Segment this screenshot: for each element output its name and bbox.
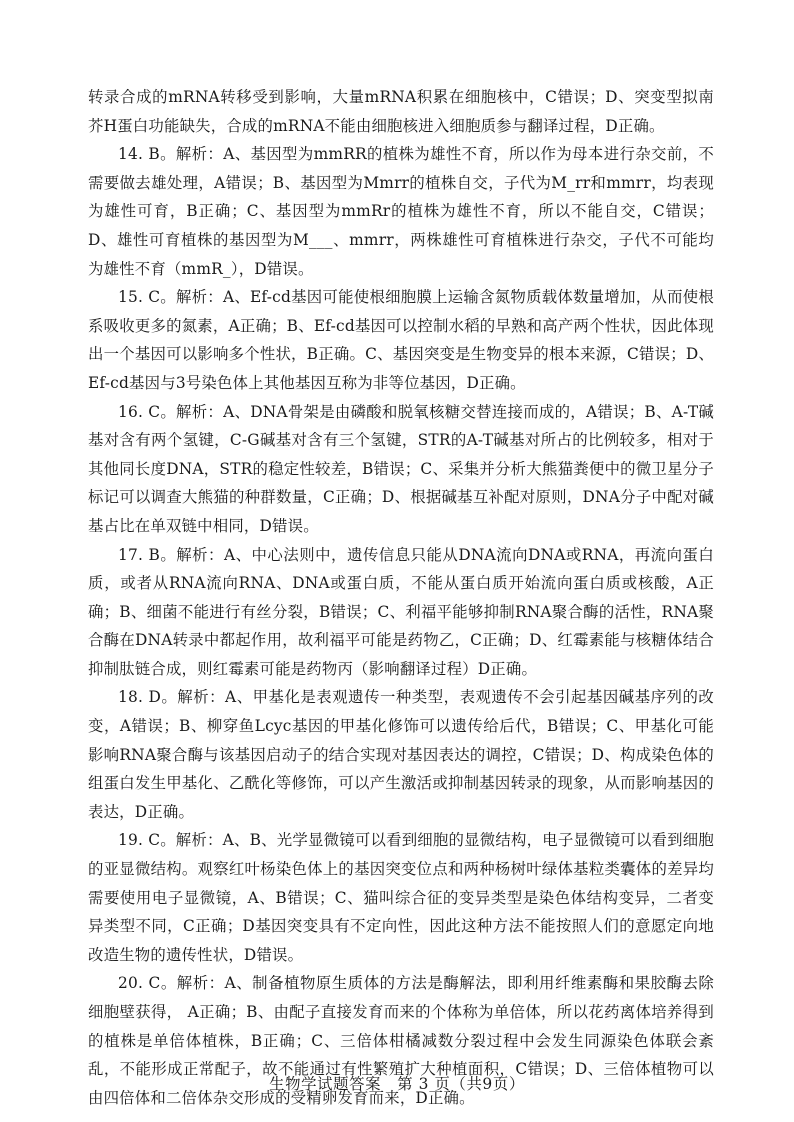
answer-paragraph-20: 20. C。解析：A、制备植物原生质体的方法是酶解法，即利用纤维素酶和果胶酶去除细胞壁获得， A正确；B、由配子直接发育而来的个体称为单倍体，所以花药离体培养得到的植株是单倍体植株，B正确；C、三倍体柑橘减数分裂过程中会发生同源染色体联会紊乱，不能形成正常配子，故不能通过有性繁殖扩大种植面积，C错误；D、三倍体植物可以由四倍体和二倍体杂交形成的受精卵发育而来，D正确。 xyxy=(88,974,714,1107)
answer-paragraph-13-cont: 转录合成的mRNA转移受到影响，大量mRNA积累在细胞核中，C错误；D、突变型拟南芥H蛋白功能缺失，合成的mRNA不能由细胞核进入细胞质参与翻译过程，D正确。 xyxy=(88,88,714,135)
answer-paragraph-16: 16. C。解析：A、DNA骨架是由磷酸和脱氧核糖交替连接而成的，A错误；B、A-T碱基对含有两个氢键，C-G碱基对含有三个氢键，STR的A-T碱基对所占的比例较多，相对于其他同长度DNA，STR的稳定性较差，B错误；C、采集并分析大熊猫粪便中的微卫星分子标记可以调查大熊猫的种群数量，C正确；D、根据碱基互补配对原则，DNA分子中配对碱基占比在单双链中相同，D错误。 xyxy=(88,402,714,535)
answer-paragraph-15: 15. C。解析：A、Ef-cd基因可能使根细胞膜上运输含氮物质载体数量增加，从而使根系吸收更多的氮素，A正确；B、Ef-cd基因可以控制水稻的早熟和高产两个性状，因此体现出一个基因可以影响多个性状，B正确。C、基因突变是生物变异的根本来源，C错误；D、Ef-cd基因与3号染色体上其他基因互称为非等位基因，D正确。 xyxy=(88,288,714,392)
answer-paragraph-19: 19. C。解析：A、B、光学显微镜可以看到细胞的显微结构，电子显微镜可以看到细胞的亚显微结构。观察红叶杨染色体上的基因突变位点和两种杨树叶绿体基粒类囊体的差异均需要使用电子显微镜，A、B错误；C、猫叫综合征的变异类型是染色体结构变异，二者变异类型不同，C正确；D基因突变具有不定向性，因此这种方法不能按照人们的意愿定向地改造生物的遗传性状，D错误。 xyxy=(88,831,714,964)
answer-paragraph-17: 17. B。解析：A、中心法则中，遗传信息只能从DNA流向DNA或RNA，再流向蛋白质，或者从RNA流向RNA、DNA或蛋白质，不能从蛋白质开始流向蛋白质或核酸，A正确；B、细菌不能进行有丝分裂，B错误；C、利福平能够抑制RNA聚合酶的活性，RNA聚合酶在DNA转录中都起作用，故利福平可能是药物乙，C正确；D、红霉素能与核糖体结合抑制肽链合成，则红霉素可能是药物丙（影响翻译过程）D正确。 xyxy=(88,545,714,678)
answer-content xyxy=(88,83,714,1112)
answer-paragraph-14: 14. B。解析：A、基因型为mmRR的植株为雄性不育，所以作为母本进行杂交前，不需要做去雄处理，A错误；B、基因型为Mmrr的植株自交，子代为M_rr和mmrr，均表现为雄性可育，B正确；C、基因型为mmRr的植株为雄性不育，所以不能自交，C错误；D、雄性可育植株的基因型为M___、mmrr，两株雄性可育植株进行杂交，子代不可能均为雄性不育（mmR_），D错误。 xyxy=(88,145,714,278)
answer-paragraph-18: 18. D。解析：A、甲基化是表观遗传一种类型，表观遗传不会引起基因碱基序列的改变，A错误；B、柳穿鱼Lcyc基因的甲基化修饰可以遗传给后代，B错误；C、甲基化可能影响RNA聚合酶与该基因启动子的结合实现对基因表达的调控，C错误；D、构成染色体的组蛋白发生甲基化、乙酰化等修饰，可以产生激活或抑制基因转录的现象，从而影响基因的表达，D正确。 xyxy=(88,688,714,821)
page-footer: 生物学试题答案 第 3 页（共9页） xyxy=(269,1075,525,1093)
